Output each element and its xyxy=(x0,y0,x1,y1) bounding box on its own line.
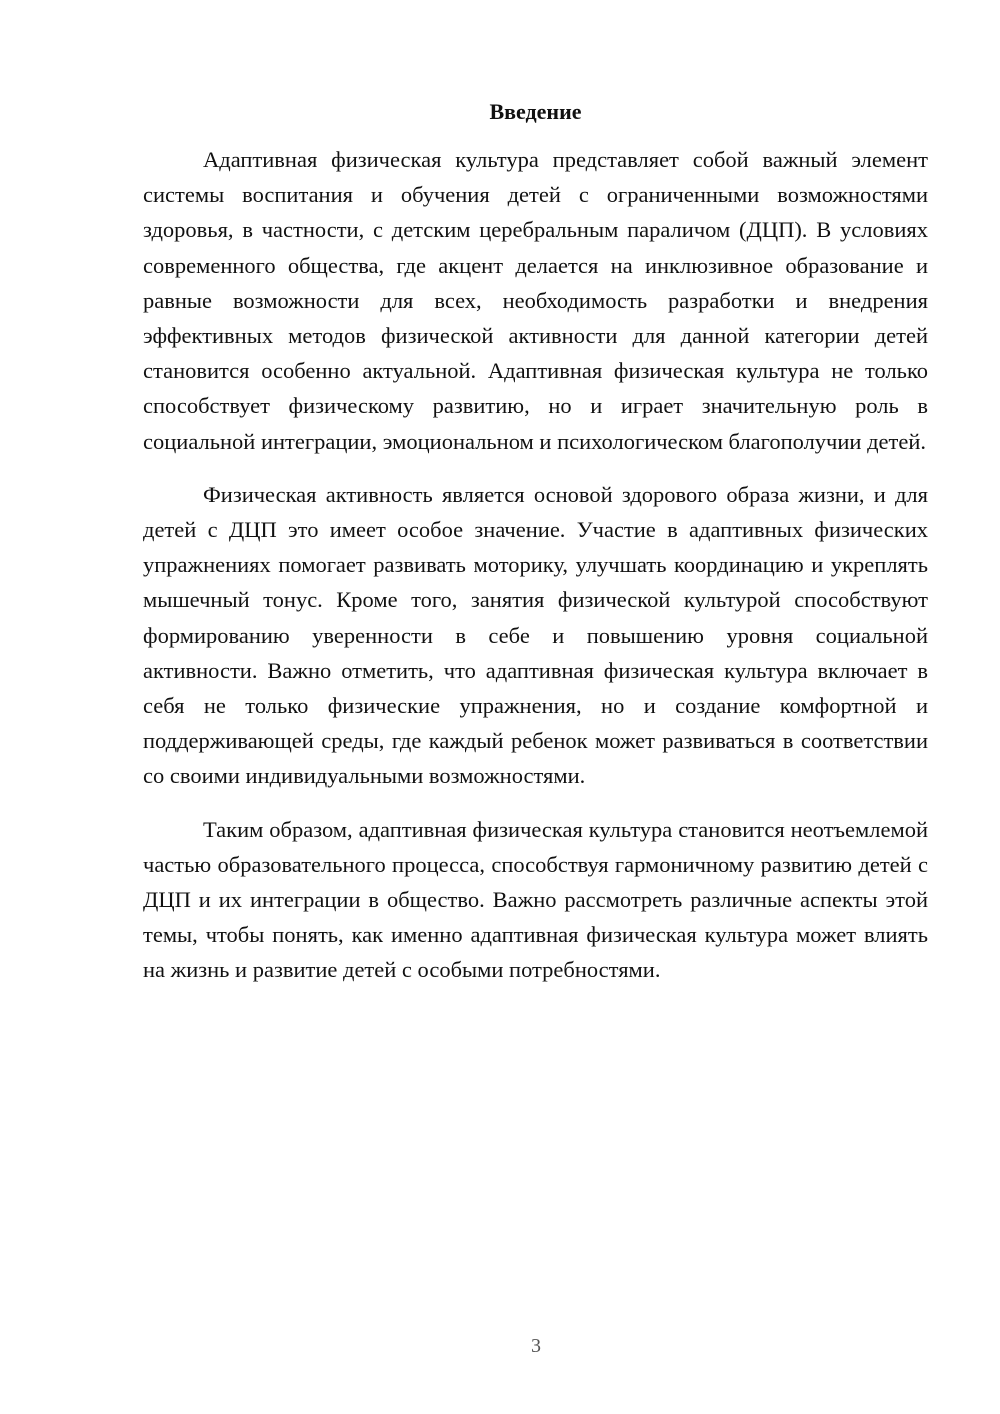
paragraph-3: Таким образом, адаптивная физическая культура становится неотъемлемой частью образовательного процесса, способствуя гармоничному развитию детей с ДЦП и их интеграции в общество. Важно рассмотреть различные аспекты этой темы, чтобы понять, как именно адаптивная физическая культура может влиять на жизнь и развитие детей с особыми потребностями. xyxy=(143,816,928,983)
section-title: Введение xyxy=(489,99,582,124)
document-body xyxy=(143,142,928,1006)
paragraph-2: Физическая активность является основой здорового образа жизни, и для детей с ДЦП это имеет особое значение. Участие в адаптивных физических упражнениях помогает развивать моторику, улучшать координацию и укреплять мышечный тонус. Кроме того, занятия физической культурой способствуют формированию уверенности в себе и повышению уровня социальной активности. Важно отметить, что адаптивная физическая культура включает в себя не только физические упражнения, но и создание комфортной и поддерживающей среды, где каждый ребенок может развиваться в соответствии со своими индивидуальными возможностями. xyxy=(143,481,928,789)
paragraph-1: Адаптивная физическая культура представляет собой важный элемент системы воспитания и обучения детей с ограниченными возможностями здоровья, в частности, с детским церебральным параличом (ДЦП). В условиях современного общества, где акцент делается на инклюзивное образование и равные возможности для всех, необходимость разработки и внедрения эффективных методов физической активности для данной категории детей становится особенно актуальной. Адаптивная физическая культура не только способствует физическому развитию, но и играет значительную роль в социальной интеграции, эмоциональном и психологическом благополучии детей. xyxy=(143,147,928,454)
page-number: 3 xyxy=(531,1335,541,1357)
